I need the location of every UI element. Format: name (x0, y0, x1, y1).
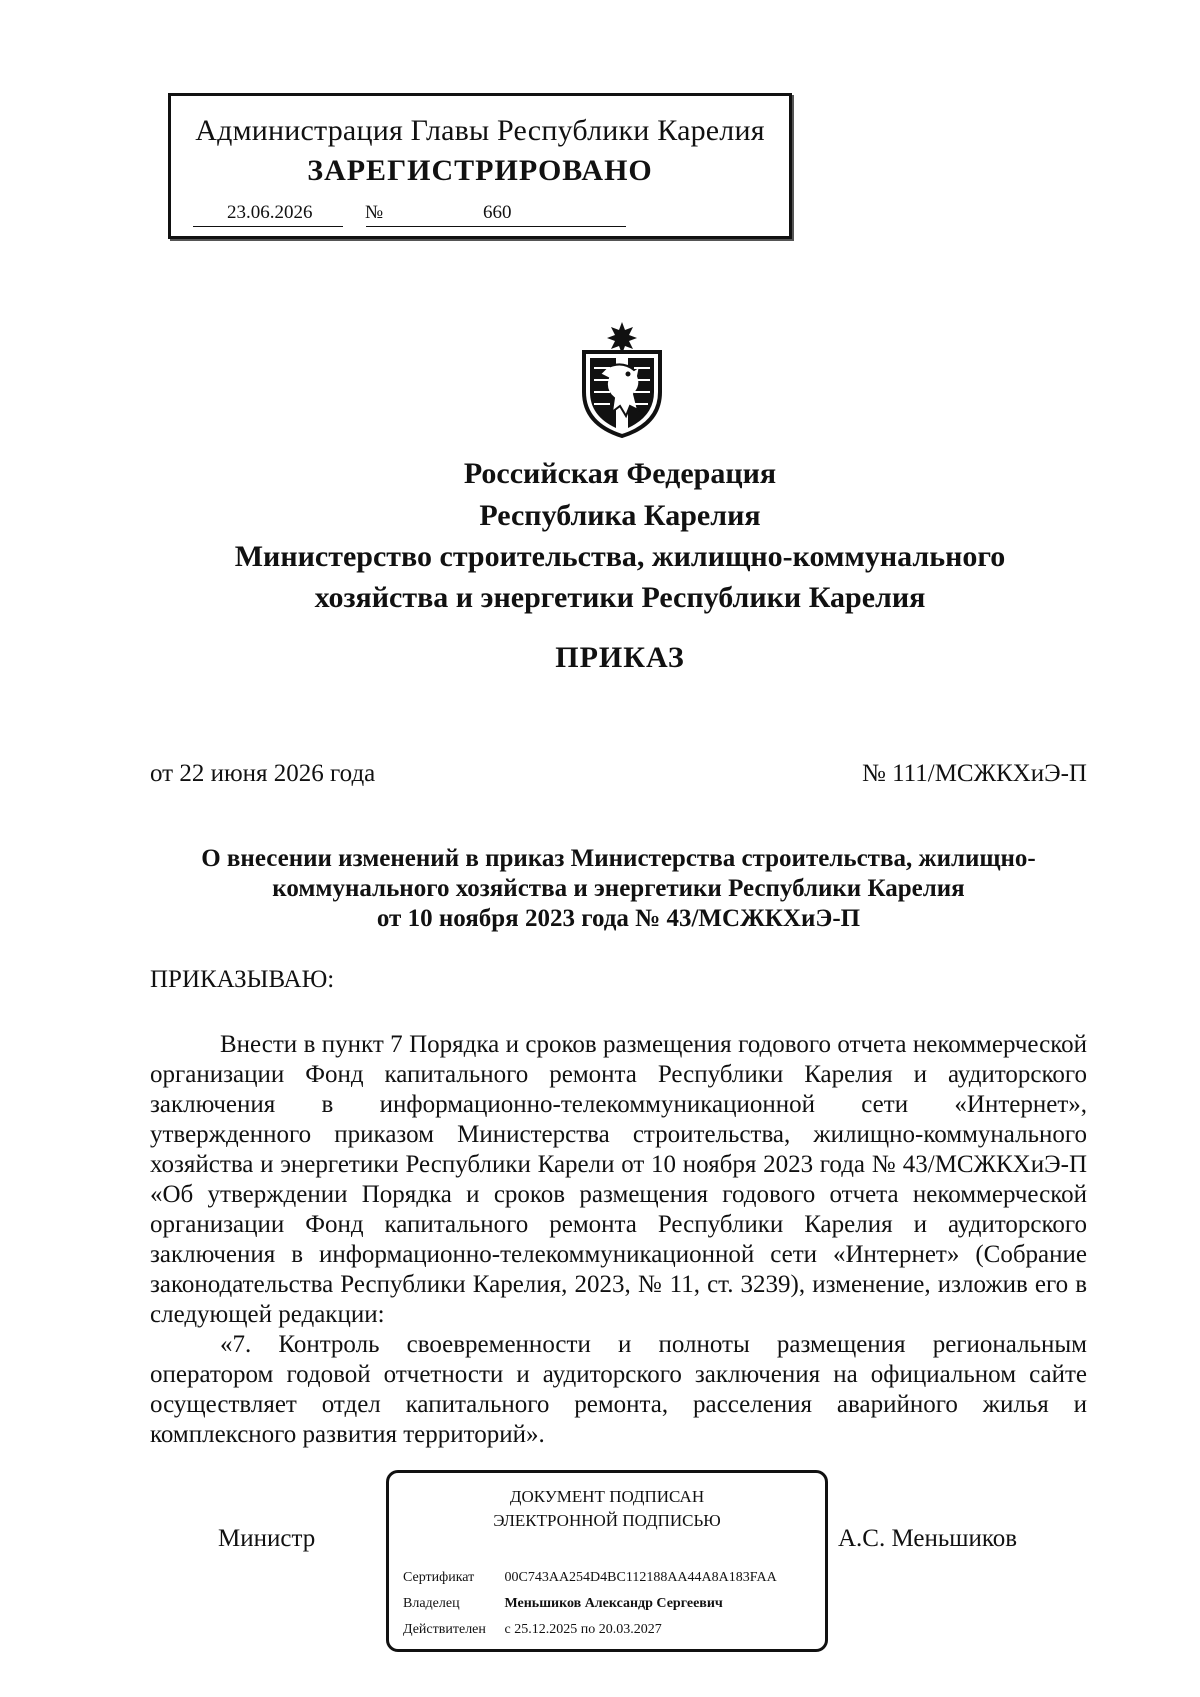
body-paragraph: «7. Контроль своевременности и полноты размещения региональным оператором годовой отчетности и аудиторского заключения на официальном сайте осуществляет отдел капитального ремонта, расселения аварийного жилья и комплексного развития территорий». (150, 1331, 1087, 1448)
registration-stamp (168, 93, 792, 239)
esig-owner-label: Владелец (403, 1596, 460, 1611)
header-ministry-line2: хозяйства и энергетики Республики Карелия (314, 581, 926, 614)
registration-number-underline (366, 226, 626, 227)
order-word: ПРИКАЗЫВАЮ: (150, 966, 335, 993)
header-country: Российская Федерация (463, 457, 777, 490)
esig-title: ДОКУМЕНТ ПОДПИСАН (509, 1487, 705, 1506)
header-ministry-line1: Министерство строительства, жилищно-коммунального (234, 540, 1006, 573)
esig-owner (403, 1596, 723, 1612)
registration-date: 23.06.2026 (227, 202, 313, 223)
document-body (150, 1030, 1087, 1450)
esig-validity (403, 1622, 662, 1638)
header-region: Республика Карелия (479, 499, 761, 532)
signer-position: Министр (218, 1525, 316, 1552)
document-number: № 111/МСЖКХиЭ-П (862, 760, 1087, 787)
esig-certificate-label: Сертификат (403, 1570, 475, 1585)
subject-line: коммунального хозяйства и энергетики Республики Карелия (272, 875, 965, 902)
signer-name: А.С. Меньшиков (838, 1525, 1018, 1552)
document-type: ПРИКАЗ (555, 641, 685, 674)
electronic-signature-stamp (386, 1470, 828, 1652)
esig-validity-value: с 25.12.2025 по 20.03.2027 (504, 1622, 662, 1637)
document-subject (150, 844, 1087, 934)
esig-subtitle: ЭЛЕКТРОННОЙ ПОДПИСЬЮ (493, 1511, 721, 1530)
registration-status: ЗАРЕГИСТРИРОВАНО (307, 154, 653, 187)
registration-date-underline (193, 226, 343, 227)
registration-number: 660 (483, 202, 512, 223)
coat-of-arms-emblem (576, 320, 668, 438)
esig-certificate-value: 00C743AA254D4BC112188AA44A8A183FAA (504, 1570, 777, 1585)
document-date: от 22 июня 2026 года (150, 760, 376, 787)
esig-owner-value: Меньшиков Александр Сергеевич (504, 1596, 723, 1611)
registration-organization: Администрация Главы Республики Карелия (195, 114, 765, 147)
body-paragraph: Внести в пункт 7 Порядка и сроков размещения годового отчета некоммерческой организации Фонд капитального ремонта Республики Карелия и аудиторского заключения в информационно-телекоммуникационной сети «Интернет», утвержденного приказом Министерства строительства, жилищно-коммунального хозяйства и энергетики Республики Карели от 10 ноября 2023 года № 43/МСЖКХиЭ-П «Об утверждении Порядка и сроков размещения годового отчета некоммерческой организации Фонд капитального ремонта Республики Карелия и аудиторского заключения в информационно-телекоммуникационной сети «Интернет» (Собрание законодательства Республики Карелия, 2023, № 11, ст. 3239), изменение, изложив его в следующей редакции: (150, 1031, 1087, 1328)
subject-line: от 10 ноября 2023 года № 43/МСЖКХиЭ-П (376, 905, 861, 932)
esig-certificate (403, 1570, 777, 1586)
esig-validity-label: Действителен (403, 1622, 486, 1637)
subject-line: О внесении изменений в приказ Министерства строительства, жилищно- (201, 845, 1036, 872)
registration-number-sign: № (365, 202, 384, 223)
